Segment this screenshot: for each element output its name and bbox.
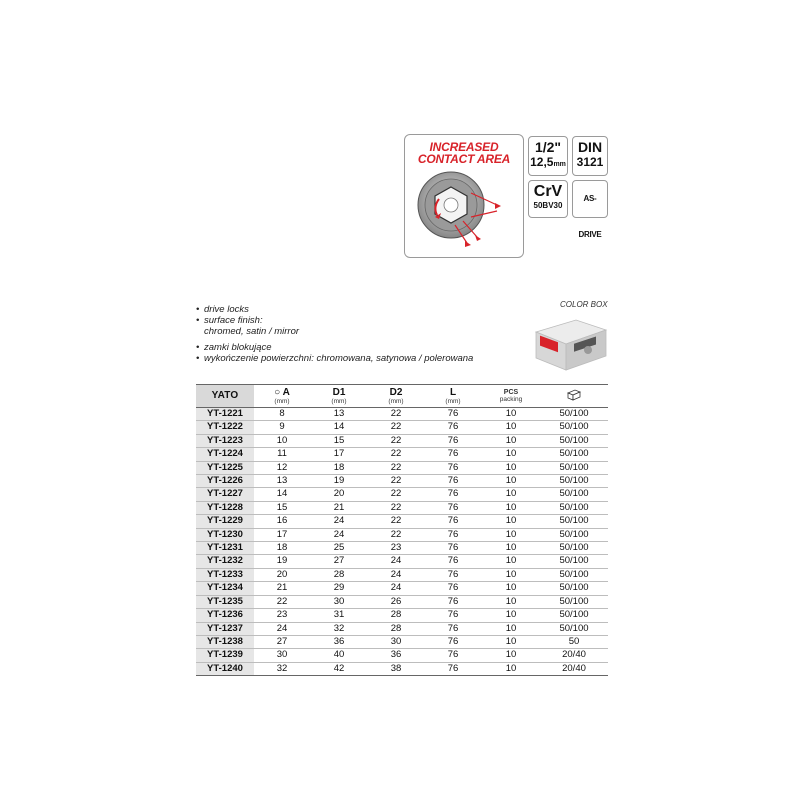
table-row: [196, 555, 608, 568]
header-l: [424, 385, 482, 408]
table-row: [196, 475, 608, 488]
cell-code: YT-1237: [196, 622, 254, 635]
cell-code: YT-1240: [196, 662, 254, 675]
cell-d2: 22: [368, 528, 424, 541]
cell-a: 16: [254, 515, 310, 528]
cell-a: 8: [254, 408, 310, 421]
cell-pcs: 10: [482, 448, 540, 461]
cell-d2: 26: [368, 595, 424, 608]
drive-type-label: AS-DRIVE: [578, 194, 602, 239]
cell-l: 76: [424, 488, 482, 501]
cell-a: 17: [254, 528, 310, 541]
cell-d2: 24: [368, 568, 424, 581]
cell-d1: 13: [310, 408, 368, 421]
cell-d1: 15: [310, 434, 368, 447]
cell-l: 76: [424, 555, 482, 568]
cell-l: 76: [424, 515, 482, 528]
cell-d1: 28: [310, 568, 368, 581]
material-grade: 50BV30: [533, 201, 563, 210]
table-row: [196, 501, 608, 514]
table-row: [196, 528, 608, 541]
cell-pcs: 10: [482, 488, 540, 501]
cell-l: 76: [424, 475, 482, 488]
cell-d1: 24: [310, 528, 368, 541]
product-table: [196, 384, 608, 676]
header-l-unit: (mm): [445, 397, 461, 405]
table-row: [196, 582, 608, 595]
cell-d2: 28: [368, 622, 424, 635]
cell-box: 20/40: [540, 649, 608, 662]
cell-box: 50/100: [540, 542, 608, 555]
cell-d1: 29: [310, 582, 368, 595]
contact-area-panel: [404, 134, 524, 258]
cell-d1: 19: [310, 475, 368, 488]
feature-en-1: • drive locks: [196, 304, 473, 315]
cell-d1: 30: [310, 595, 368, 608]
cell-d2: 22: [368, 461, 424, 474]
table-row: [196, 434, 608, 447]
hex-socket-contact-diagram-icon: [405, 165, 523, 257]
cell-code: YT-1235: [196, 595, 254, 608]
cell-code: YT-1221: [196, 408, 254, 421]
cell-pcs: 10: [482, 609, 540, 622]
table-row: [196, 662, 608, 675]
cell-d2: 30: [368, 635, 424, 648]
cell-box: 50/100: [540, 408, 608, 421]
cell-a: 23: [254, 609, 310, 622]
cell-l: 76: [424, 408, 482, 421]
cell-code: YT-1226: [196, 475, 254, 488]
brand-header: YATO: [196, 385, 254, 408]
cell-a: 14: [254, 488, 310, 501]
cell-d2: 24: [368, 582, 424, 595]
spec-table: [196, 384, 608, 676]
cell-d1: 21: [310, 501, 368, 514]
contact-area-title-line2: CONTACT AREA: [417, 152, 511, 166]
cell-d1: 42: [310, 662, 368, 675]
cell-box: 50/100: [540, 622, 608, 635]
cell-box: 50/100: [540, 434, 608, 447]
table-row: [196, 461, 608, 474]
cell-code: YT-1236: [196, 609, 254, 622]
drive-type-badge: [572, 180, 608, 239]
cell-l: 76: [424, 501, 482, 514]
cell-a: 19: [254, 555, 310, 568]
cell-pcs: 10: [482, 622, 540, 635]
cell-d2: 22: [368, 501, 424, 514]
drive-size-mm-unit: mm: [553, 161, 566, 168]
cell-box: 20/40: [540, 662, 608, 675]
header-box: [540, 385, 608, 408]
cell-code: YT-1238: [196, 635, 254, 648]
cell-a: 21: [254, 582, 310, 595]
cell-a: 11: [254, 448, 310, 461]
table-row: [196, 635, 608, 648]
cell-code: YT-1234: [196, 582, 254, 595]
cell-code: YT-1227: [196, 488, 254, 501]
cell-d2: 22: [368, 421, 424, 434]
cell-box: 50/100: [540, 555, 608, 568]
cell-d1: 27: [310, 555, 368, 568]
color-box-package-icon: [530, 312, 610, 374]
table-row: [196, 568, 608, 581]
header-d1-unit: (mm): [331, 397, 347, 405]
cell-l: 76: [424, 609, 482, 622]
table-row: [196, 542, 608, 555]
cell-d2: 22: [368, 448, 424, 461]
cell-d1: 18: [310, 461, 368, 474]
table-row: [196, 649, 608, 662]
cell-d1: 36: [310, 635, 368, 648]
cell-code: YT-1224: [196, 448, 254, 461]
cell-l: 76: [424, 421, 482, 434]
cell-box: 50/100: [540, 421, 608, 434]
table-row: [196, 421, 608, 434]
cell-d1: 20: [310, 488, 368, 501]
cell-box: 50/100: [540, 515, 608, 528]
table-header-row: [196, 385, 608, 408]
cell-l: 76: [424, 649, 482, 662]
hex-a-icon: ○: [274, 386, 281, 398]
table-row: [196, 609, 608, 622]
feature-en-3: chromed, satin / mirror: [204, 326, 300, 337]
cell-pcs: 10: [482, 515, 540, 528]
table-row: [196, 515, 608, 528]
cell-code: YT-1230: [196, 528, 254, 541]
cell-d1: 25: [310, 542, 368, 555]
table-row: [196, 595, 608, 608]
cell-a: 18: [254, 542, 310, 555]
din-label: DIN: [577, 139, 603, 155]
cell-d1: 40: [310, 649, 368, 662]
cell-d1: 14: [310, 421, 368, 434]
cell-l: 76: [424, 595, 482, 608]
table-row: [196, 622, 608, 635]
cell-box: 50/100: [540, 528, 608, 541]
cell-l: 76: [424, 434, 482, 447]
carton-box-icon: [567, 389, 581, 401]
cell-box: 50/100: [540, 501, 608, 514]
cell-a: 9: [254, 421, 310, 434]
cell-l: 76: [424, 528, 482, 541]
cell-l: 76: [424, 622, 482, 635]
cell-a: 10: [254, 434, 310, 447]
cell-a: 32: [254, 662, 310, 675]
cell-box: 50/100: [540, 582, 608, 595]
cell-pcs: 10: [482, 635, 540, 648]
contact-area-title-line1: INCREASED: [429, 140, 499, 154]
cell-box: 50: [540, 635, 608, 648]
cell-pcs: 10: [482, 662, 540, 675]
cell-a: 24: [254, 622, 310, 635]
cell-pcs: 10: [482, 475, 540, 488]
cell-code: YT-1229: [196, 515, 254, 528]
cell-d2: 22: [368, 434, 424, 447]
cell-a: 27: [254, 635, 310, 648]
cell-pcs: 10: [482, 582, 540, 595]
drive-size-badge: [528, 136, 568, 176]
cell-pcs: 10: [482, 528, 540, 541]
feature-en-2: • surface finish:: [196, 315, 473, 326]
header-a: [254, 385, 310, 408]
header-l-label: L: [449, 386, 457, 398]
cell-code: YT-1232: [196, 555, 254, 568]
cell-l: 76: [424, 448, 482, 461]
cell-d1: 24: [310, 515, 368, 528]
cell-d2: 38: [368, 662, 424, 675]
cell-box: 50/100: [540, 488, 608, 501]
cell-l: 76: [424, 461, 482, 474]
cell-code: YT-1239: [196, 649, 254, 662]
cell-pcs: 10: [482, 434, 540, 447]
cell-a: 22: [254, 595, 310, 608]
header-a-unit: (mm): [274, 397, 290, 405]
cell-d2: 22: [368, 515, 424, 528]
table-row: [196, 448, 608, 461]
cell-a: 13: [254, 475, 310, 488]
cell-d2: 23: [368, 542, 424, 555]
table-row: [196, 488, 608, 501]
cell-l: 76: [424, 568, 482, 581]
cell-box: 50/100: [540, 461, 608, 474]
feature-pl-1: • zamki blokujące: [196, 342, 473, 353]
cell-code: YT-1228: [196, 501, 254, 514]
color-box-label: COLOR BOX: [560, 300, 608, 309]
cell-a: 12: [254, 461, 310, 474]
cell-pcs: 10: [482, 568, 540, 581]
cell-l: 76: [424, 662, 482, 675]
cell-d1: 32: [310, 622, 368, 635]
din-badge: [572, 136, 608, 176]
cell-box: 50/100: [540, 609, 608, 622]
cell-pcs: 10: [482, 408, 540, 421]
cell-d2: 24: [368, 555, 424, 568]
header-pcs: [482, 385, 540, 408]
cell-pcs: 10: [482, 421, 540, 434]
header-pcs-unit: packing: [499, 396, 523, 403]
header-d2-unit: (mm): [388, 397, 404, 405]
cell-d2: 22: [368, 408, 424, 421]
material-badge: [528, 180, 568, 218]
header-d1: [310, 385, 368, 408]
cell-d1: 31: [310, 609, 368, 622]
cell-d2: 22: [368, 475, 424, 488]
cell-code: YT-1223: [196, 434, 254, 447]
cell-a: 20: [254, 568, 310, 581]
cell-pcs: 10: [482, 501, 540, 514]
cell-code: YT-1231: [196, 542, 254, 555]
cell-pcs: 10: [482, 555, 540, 568]
cell-a: 30: [254, 649, 310, 662]
cell-d1: 17: [310, 448, 368, 461]
header-d1-label: D1: [332, 386, 346, 398]
cell-code: YT-1233: [196, 568, 254, 581]
header-pcs-label: PCS: [503, 389, 519, 396]
drive-size-mm: [529, 155, 567, 172]
material-label: CrV: [533, 183, 563, 200]
cell-d2: 28: [368, 609, 424, 622]
table-row: [196, 408, 608, 421]
cell-pcs: 10: [482, 649, 540, 662]
cell-a: 15: [254, 501, 310, 514]
feature-pl-2: • wykończenie powierzchni: chromowana, satynowa / polerowana: [196, 353, 473, 364]
cell-d2: 36: [368, 649, 424, 662]
cell-pcs: 10: [482, 542, 540, 555]
cell-d2: 22: [368, 488, 424, 501]
cell-l: 76: [424, 582, 482, 595]
contact-area-title: [405, 141, 523, 165]
header-d2-label: D2: [389, 386, 403, 398]
din-number: 3121: [576, 155, 604, 169]
cell-box: 50/100: [540, 475, 608, 488]
cell-code: YT-1225: [196, 461, 254, 474]
cell-pcs: 10: [482, 595, 540, 608]
cell-box: 50/100: [540, 448, 608, 461]
header-d2: [368, 385, 424, 408]
cell-l: 76: [424, 635, 482, 648]
cell-code: YT-1222: [196, 421, 254, 434]
drive-size-inch: 1/2": [534, 139, 562, 155]
features-list: [196, 304, 473, 364]
cell-box: 50/100: [540, 568, 608, 581]
header-a-label: A: [282, 386, 290, 398]
cell-l: 76: [424, 542, 482, 555]
cell-pcs: 10: [482, 461, 540, 474]
cell-box: 50/100: [540, 595, 608, 608]
drive-size-mm-value: 12,5: [530, 155, 554, 169]
table-body: [196, 408, 608, 676]
